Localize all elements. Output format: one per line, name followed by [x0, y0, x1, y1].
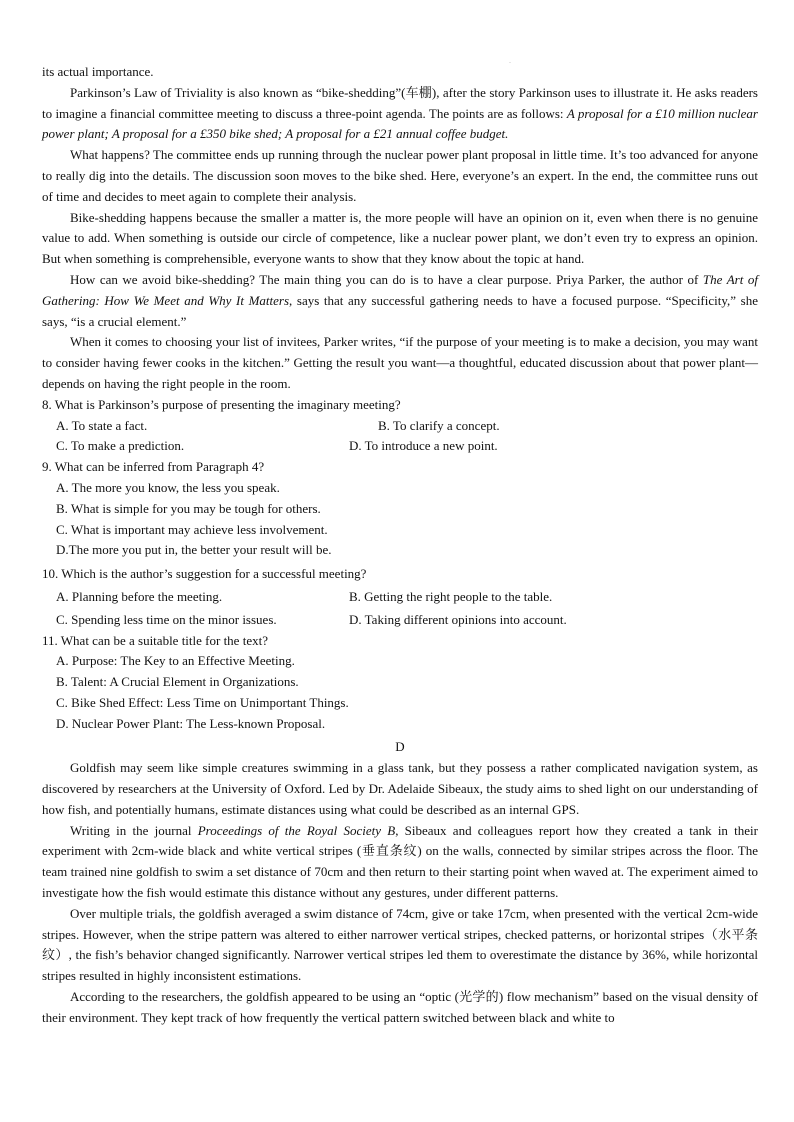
option-row — [42, 416, 758, 437]
question-stem: 11. What can be a suitable title for the text? — [42, 632, 268, 648]
option-d: D. Taking different opinions into account. — [349, 611, 567, 627]
question-stem: 10. Which is the author’s suggestion for a successful meeting? — [42, 566, 367, 582]
passage-d-paragraph-3: Over multiple trials, the goldfish averaged a swim distance of 74cm, give or take 17cm, when presented with the vertical 2cm-wide stripes. However, when the stripe pattern was altered to either narrower vertical stripes, checked patterns, or horizontal stripes（水平条纹）, the fish’s behavior changed significantly. Narrower vertical stripes led them to overestimate the distance by 36%, while horizontal stripes resulted in highly inconsistent estimations. — [42, 905, 758, 984]
passage-c-paragraph-4 — [42, 270, 758, 332]
option-c: C. Spending less time on the minor issues. — [56, 611, 277, 627]
option-c: C. Bike Shed Effect: Less Time on Unimportant Things. — [56, 694, 349, 710]
option-row — [42, 436, 758, 457]
option-row — [42, 587, 758, 608]
question-9 — [42, 457, 758, 561]
question-11 — [42, 631, 758, 735]
passage-d-paragraph-4: According to the researchers, the goldfish appeared to be using an “optic (光学的) flow mechanism” based on the visual density of their environment. They kept track of how frequently the vertical pattern switched between black and white to — [42, 989, 758, 1025]
agenda-italic-text: A proposal for a £10 million nuclear power plant; A proposal for a £350 bike shed; A proposal for a £21 annual coffee budget. — [42, 105, 758, 142]
question-stem: 9. What can be inferred from Paragraph 4? — [42, 459, 265, 475]
passage-c-paragraph-5: When it comes to choosing your list of invitees, Parker writes, “if the purpose of your meeting is to make a decision, you may want to consider having fewer cooks in the kitchen.” Getting the result you want—a thoughtful, educated discussion about that power plant—depends on having the right people in the room. — [42, 334, 758, 391]
option-d: D.The more you put in, the better your result will be. — [56, 542, 332, 558]
option-row — [42, 610, 758, 631]
option-a: A. Purpose: The Key to an Effective Meeting. — [56, 653, 295, 669]
option-b: B. What is simple for you may be tough for others. — [56, 500, 321, 516]
paragraph-text: , Sibeaux and colleagues report how they created a tank in their experiment with 2cm-wide black and white vertical stripes (垂直条纹) on the walls, connected by similar stripes across the floor. The team trained nine goldfish to swim a set distance of 70cm and then return to their starting point when waved at. The experiment aimed to investigate how the fish would estimate this distance without any gestures, under different patterns. — [42, 822, 758, 901]
option-d: D. Nuclear Power Plant: The Less-known Proposal. — [56, 715, 326, 731]
book-title: The Art of Gathering: How We Meet and Why It Matters — [42, 271, 758, 308]
paragraph-text: Writing in the journal — [70, 822, 198, 838]
section-heading-d: D — [395, 738, 405, 754]
option-a: A. To state a fact. — [56, 417, 148, 433]
option-a: A. Planning before the meeting. — [56, 588, 223, 604]
passage-c-paragraph-2: What happens? The committee ends up running through the nuclear power plant proposal in little time. It’s too advanced for anyone to really dig into the details. The discussion soon moves to the bike shed. Here, everyone’s an expert. In the end, the committee runs out of time and decides to meet again to complete their analysis. — [42, 147, 758, 204]
option-d: D. To introduce a new point. — [349, 438, 498, 454]
exam-page — [42, 62, 758, 1029]
passage-d-paragraph-1: Goldfish may seem like simple creatures swimming in a glass tank, but they possess a rather complicated navigation system, as discovered by researchers at the University of Oxford. Led by Dr. Adelaide Sibeaux, the study aims to shed light on our understanding of how fish, and potentially humans, estimate distances using what could be described as an internal GPS. — [42, 760, 758, 817]
option-b: B. To clarify a concept. — [378, 417, 500, 433]
paragraph-text: , says that any successful gathering needs to have a focused purpose. “Specificity,” she says, “is a crucial element.” — [42, 292, 758, 329]
option-a: A. The more you know, the less you speak. — [56, 479, 280, 495]
passage-c-paragraph-1 — [42, 83, 758, 145]
option-c: C. What is important may achieve less involvement. — [56, 521, 328, 537]
question-stem: 8. What is Parkinson’s purpose of presenting the imaginary meeting? — [42, 396, 401, 412]
question-10 — [42, 564, 758, 630]
option-b: B. Getting the right people to the table. — [349, 588, 553, 604]
passage-c-paragraph-3: Bike-shedding happens because the smaller a matter is, the more people will have an opinion on it, even when there is no genuine value to add. When something is outside our circle of competence, like a nuclear power plant, we don’t even try to express an opinion. But when something is comprehensible, everyone wants to show that they know about the topic at hand. — [42, 209, 758, 267]
passage-c-fragment: its actual importance. — [42, 64, 154, 79]
question-8 — [42, 395, 758, 457]
journal-title: Proceedings of the Royal Society B — [197, 822, 396, 838]
scan-dot: · — [509, 60, 511, 66]
option-b: B. Talent: A Crucial Element in Organizations. — [56, 674, 299, 690]
passage-d-paragraph-2 — [42, 821, 758, 904]
option-c: C. To make a prediction. — [56, 438, 185, 454]
paragraph-text: How can we avoid bike-shedding? The main thing you can do is to have a clear purpose. Priya Parker, the author of — [70, 271, 703, 287]
paragraph-text: Parkinson’s Law of Triviality is also known as “bike-shedding”(车棚), after the story Parkinson uses to illustrate it. He asks readers to imagine a financial committee meeting to discuss a three-point agenda. The points are as follows: — [42, 84, 758, 121]
